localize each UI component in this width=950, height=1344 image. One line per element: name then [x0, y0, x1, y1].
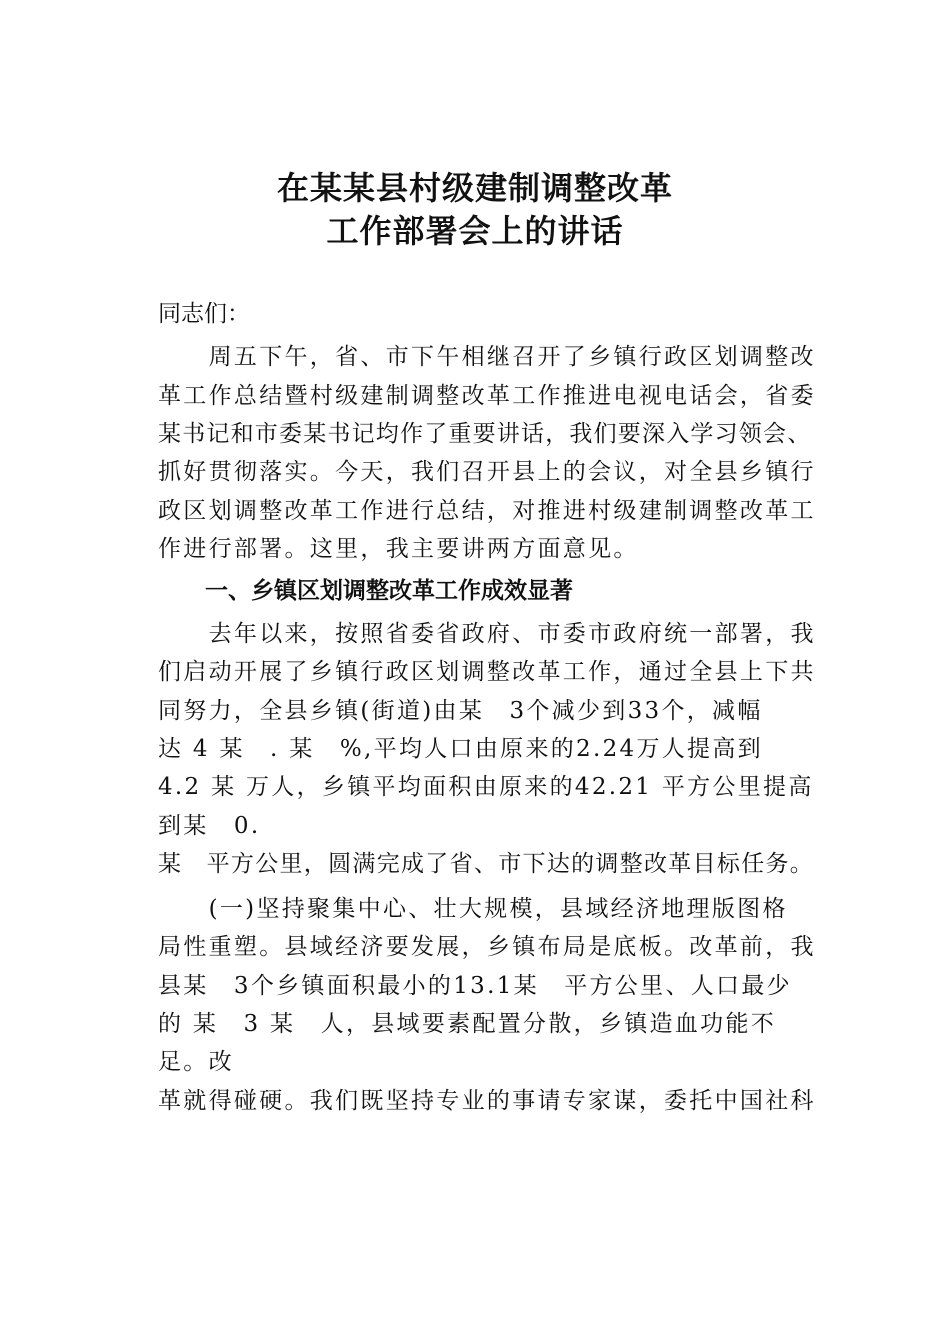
- salutation: 同志们：: [158, 301, 250, 327]
- paragraph-1-line: 某书记和市委某书记均作了重要讲话，我们要深入学习领会、: [158, 421, 812, 447]
- document-title-line-2: 工作部署会上的讲话: [326, 212, 624, 250]
- paragraph-2-line: 达 4 某 . 某 %,平均人口由原来的2.24万人提高到: [158, 736, 763, 762]
- paragraph-1-line: 革工作总结暨村级建制调整改革工作推进电视电话会，省委: [158, 383, 816, 409]
- paragraph-1-line: 周五下午，省、市下午相继召开了乡镇行政区划调整改: [158, 344, 816, 370]
- document-title-line-1: 在某某县村级建制调整改革: [276, 169, 673, 207]
- paragraph-3-line: 革就得碰硬。我们既坚持专业的事请专家谋，委托中国社科: [158, 1088, 816, 1114]
- paragraph-3-line: 县某 3个乡镇面积最小的13.1某 平方公里、人口最少: [158, 973, 792, 999]
- paragraph-3-line: 足。改: [158, 1049, 234, 1075]
- paragraph-2-line: 们启动开展了乡镇行政区划调整改革工作，通过全县上下共: [158, 659, 816, 685]
- paragraph-1-line: 作进行部署。这里，我主要讲两方面意见。: [158, 536, 639, 562]
- paragraph-2-line: 某 平方公里，圆满完成了省、市下达的调整改革目标任务。: [158, 851, 815, 877]
- paragraph-3-line: 的 某 3 某 人，县域要素配置分散，乡镇造血功能不: [158, 1011, 777, 1037]
- section-heading: 一、乡镇区划调整改革工作成效显著: [205, 578, 573, 604]
- paragraph-2-line: 同努力，全县乡镇(街道)由某 3个减少到33个，减幅: [158, 698, 763, 724]
- paragraph-3-line: 局性重塑。县域经济要发展，乡镇布局是底板。改革前，我: [158, 934, 816, 960]
- paragraph-2-line: 到某 0.: [158, 813, 261, 839]
- paragraph-2-line: 去年以来，按照省委省政府、市委市政府统一部署，我: [158, 621, 816, 647]
- paragraph-3-line: (一)坚持聚集中心、壮大规模，县域经济地理版图格: [158, 896, 788, 922]
- paragraph-2-line: 4.2 某 万人，乡镇平均面积由原来的42.21 平方公里提高: [158, 774, 814, 800]
- paragraph-1-line: 抓好贯彻落实。今天，我们召开县上的会议，对全县乡镇行: [158, 459, 816, 485]
- paragraph-1-line: 政区划调整改革工作进行总结，对推进村级建制调整改革工: [158, 498, 816, 524]
